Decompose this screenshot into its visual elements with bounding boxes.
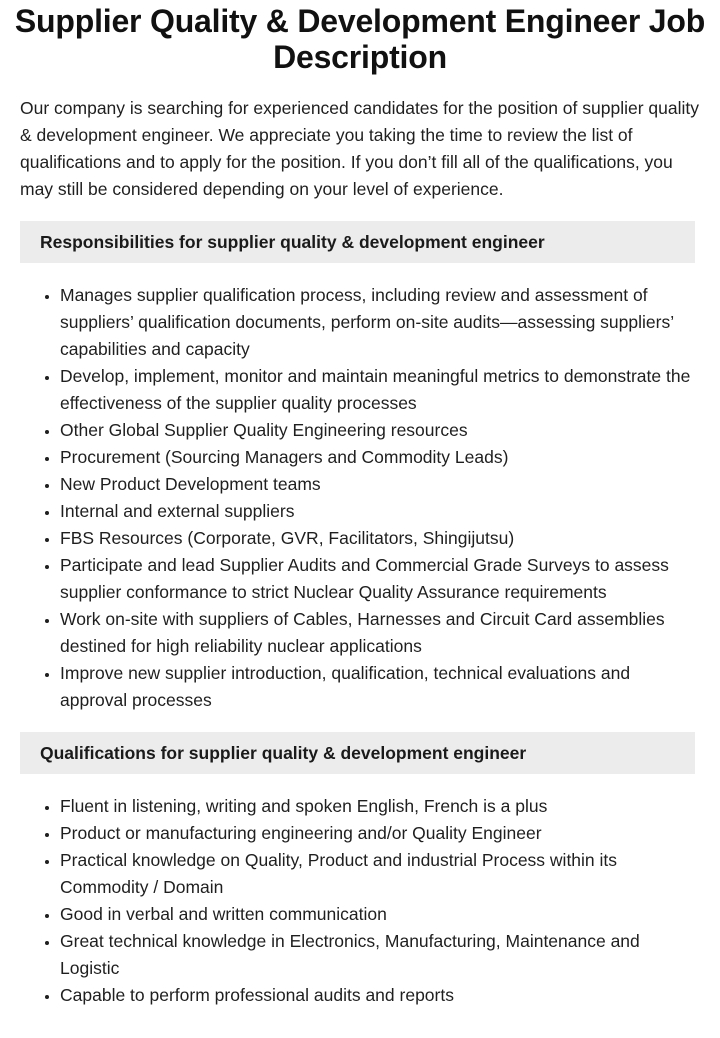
list-item: • New Product Development teams bbox=[60, 471, 695, 498]
page-title: Supplier Quality & Development Engineer Job Description bbox=[14, 3, 706, 75]
list-item: • Improve new supplier introduction, qualification, technical evaluations and approval processes bbox=[60, 660, 695, 714]
list-item: • Procurement (Sourcing Managers and Commodity Leads) bbox=[60, 444, 695, 471]
list-item: • Great technical knowledge in Electronics, Manufacturing, Maintenance and Logistic bbox=[60, 928, 695, 982]
responsibilities-heading: Responsibilities for supplier quality & development engineer bbox=[20, 221, 695, 263]
list-item: • Manages supplier qualification process, including review and assessment of suppliers’ qualification documents, perform on-site audits—assessing suppliers’ capabilities and capacity bbox=[60, 282, 695, 363]
list-item: • Product or manufacturing engineering and/or Quality Engineer bbox=[60, 820, 695, 847]
list-item: • Internal and external suppliers bbox=[60, 498, 695, 525]
list-item: • Practical knowledge on Quality, Product and industrial Process within its Commodity / Domain bbox=[60, 847, 695, 901]
list-item: • Participate and lead Supplier Audits and Commercial Grade Surveys to assess supplier conformance to strict Nuclear Quality Assurance requirements bbox=[60, 552, 695, 606]
qualifications-heading: Qualifications for supplier quality & development engineer bbox=[20, 732, 695, 774]
list-item: • Good in verbal and written communication bbox=[60, 901, 695, 928]
list-item: • FBS Resources (Corporate, GVR, Facilitators, Shingijutsu) bbox=[60, 525, 695, 552]
list-item: • Work on-site with suppliers of Cables, Harnesses and Circuit Card assemblies destined for high reliability nuclear applications bbox=[60, 606, 695, 660]
list-item: • Fluent in listening, writing and spoken English, French is a plus bbox=[60, 793, 695, 820]
list-item: • Other Global Supplier Quality Engineering resources bbox=[60, 417, 695, 444]
list-item: • Capable to perform professional audits and reports bbox=[60, 982, 695, 1009]
list-item: • Develop, implement, monitor and maintain meaningful metrics to demonstrate the effectiveness of the supplier quality processes bbox=[60, 363, 695, 417]
responsibilities-list bbox=[20, 282, 695, 714]
qualifications-list bbox=[20, 793, 695, 1009]
intro-paragraph: Our company is searching for experienced candidates for the position of supplier quality & development engineer. We appreciate you taking the time to review the list of qualifications and to apply for the position. If you don’t fill all of the qualifications, you may still be considered depending on your level of experience. bbox=[20, 98, 699, 199]
